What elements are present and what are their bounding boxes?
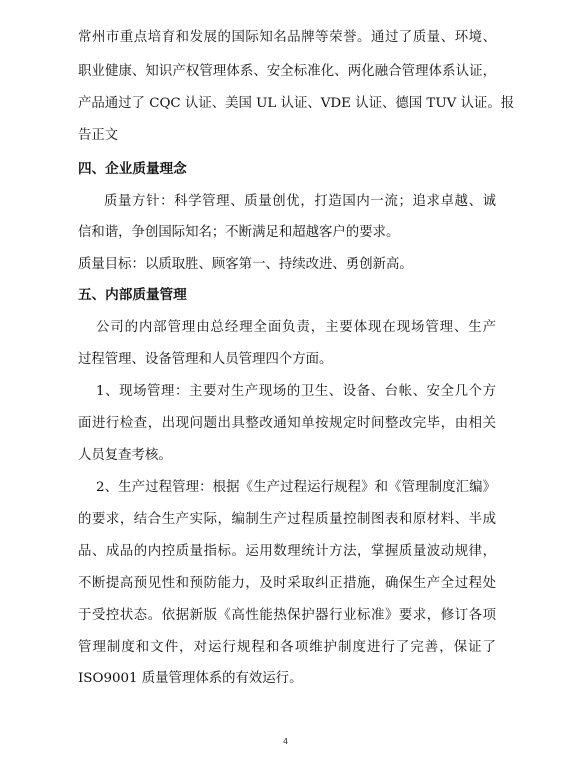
body-text-line: 产品通过了 CQC 认证、美国 UL 认证、VDE 认证、德国 TUV 认证。报 — [78, 96, 515, 111]
body-text-line: 质量方针：科学管理、质量创优，打造国内一流；追求卓越、诚 — [104, 194, 496, 209]
body-text-line: 常州市重点培育和发展的国际知名品牌等荣誉。通过了质量、环境、 — [78, 30, 496, 45]
body-text-line: 信和谐，争创国际知名；不断满足和超越客户的要求。 — [78, 225, 400, 240]
body-text-line: ISO9001 质量管理体系的有效运行。 — [78, 671, 303, 686]
body-text-line: 2、生产过程管理：根据《生产过程运行规程》和《管理制度汇编》 — [96, 480, 496, 495]
section-heading: 五、内部质量管理 — [78, 287, 187, 303]
body-text-line: 公司的内部管理由总经理全面负责，主要体现在现场管理、生产 — [96, 320, 496, 335]
body-text-line: 不断提高预见性和预防能力，及时采取纠正措施，确保生产全过程处 — [78, 576, 496, 591]
body-text-line: 人员复查考核。 — [78, 448, 172, 463]
body-text-line: 于受控状态。依据新版《高性能热保护器行业标准》要求，修订各项 — [78, 608, 496, 623]
body-text-line: 管理制度和文件，对运行规程和各项维护制度进行了完善，保证了 — [78, 640, 496, 655]
body-text-line: 1、现场管理：主要对生产现场的卫生、设备、台帐、安全几个方 — [96, 384, 496, 399]
body-text-line: 过程管理、设备管理和人员管理四个方面。 — [78, 352, 333, 367]
body-text-line: 告正文 — [78, 128, 119, 143]
section-heading: 四、企业质量理念 — [78, 161, 187, 177]
body-text-line: 的要求，结合生产实际，编制生产过程质量控制图表和原材料、半成 — [78, 512, 496, 527]
body-text-line: 品、成品的内控质量指标。运用数理统计方法，掌握质量波动规律， — [78, 544, 496, 559]
body-text-line: 质量目标：以质取胜、顾客第一、持续改进、勇创新高。 — [78, 257, 413, 272]
body-text-line: 面进行检查，出现问题出具整改通知单按规定时间整改完毕，由相关 — [78, 416, 496, 431]
body-text-line: 职业健康、知识产权管理体系、安全标准化、两化融合管理体系认证， — [78, 64, 496, 79]
page-number: 4 — [282, 737, 289, 746]
